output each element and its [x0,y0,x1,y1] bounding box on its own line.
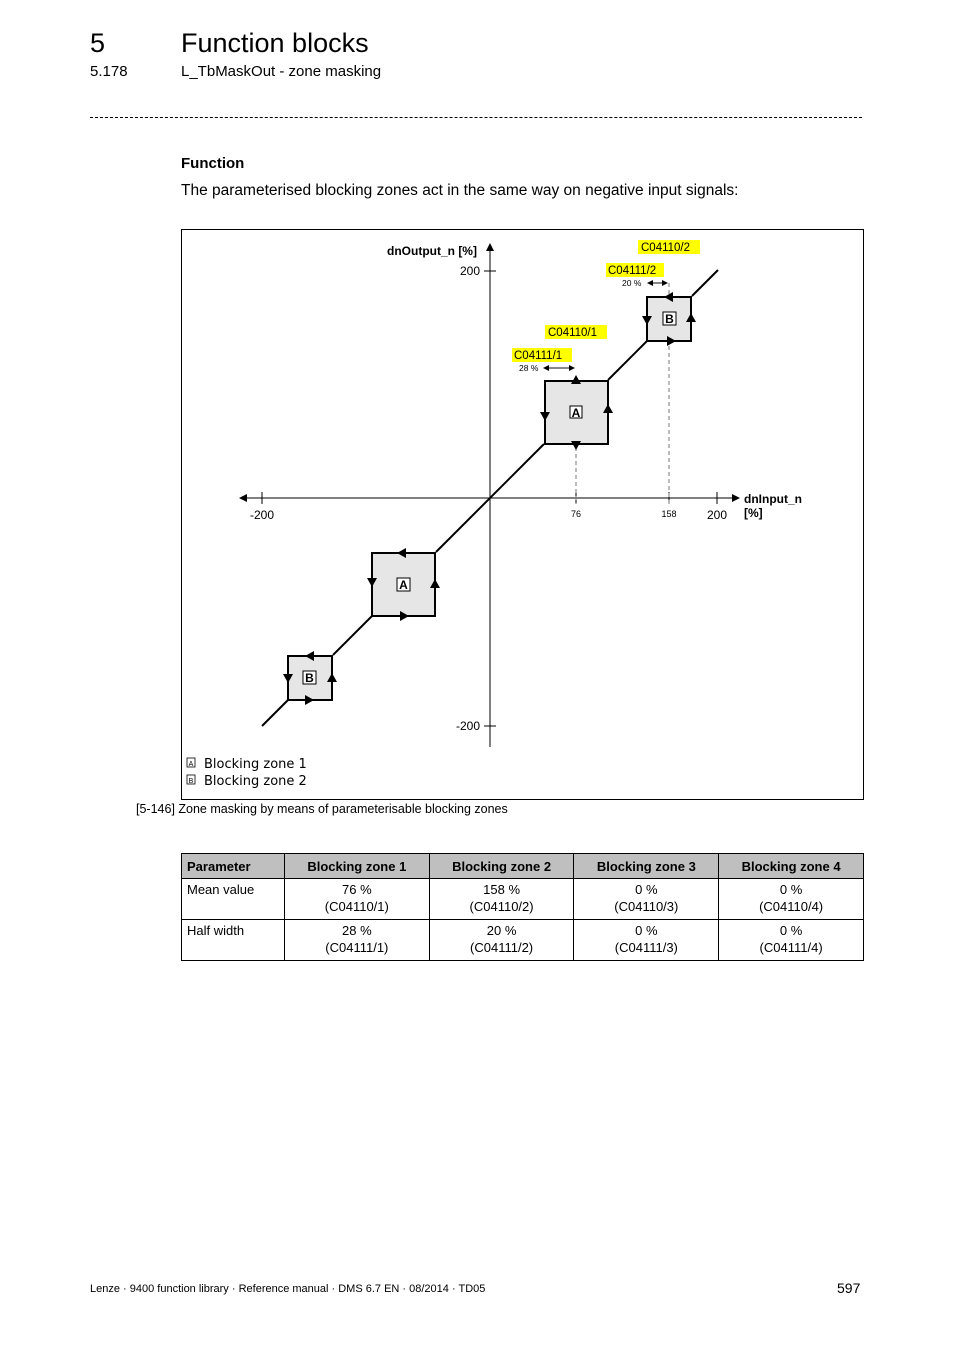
cell-value: 158 % [483,882,521,897]
zone-a-label: A [399,578,408,592]
table-cell [719,920,864,961]
code-c04110-1: C04110/1 [548,327,598,339]
legend-key-b: B [188,778,194,785]
table-cell [284,920,429,961]
zone-b-label: B [305,671,314,685]
header-divider [90,117,862,118]
pct-20-label: 20 % [622,278,642,288]
page-number: 597 [837,1280,861,1296]
tick-label-x-158: 158 [661,509,677,519]
table-cell: Mean value [182,879,285,920]
tick-label-y-neg200: -200 [455,719,480,733]
table-cell [284,879,429,920]
figure-caption: [5-146] Zone masking by means of parameterisable blocking zones [136,802,508,816]
function-text: The parameterised blocking zones act in the same way on negative input signals: [181,182,739,199]
tick-label-y-200: 200 [459,264,480,278]
y-axis-label: dnOutput_n [%] [387,244,477,258]
section-title: L_TbMaskOut - zone masking [181,63,382,80]
zone-b-label: B [665,312,674,326]
table-row [182,920,864,961]
chapter-title: Function blocks [181,28,369,58]
zone-masking-diagram [181,229,863,799]
footer-text: Lenze · 9400 function library · Reference manual · DMS 6.7 EN · 08/2014 · TD05 [90,1283,486,1295]
table-cell [429,879,574,920]
legend-label-b: Blocking zone 2 [204,774,307,789]
cell-value: 0 % [635,923,658,938]
col-header-parameter: Parameter [182,854,285,879]
table-cell [574,920,719,961]
cell-value: 0 % [635,882,658,897]
cell-value: 0 % [779,923,803,938]
cell-code: (C04110/3) [614,899,679,914]
zone-a-label: A [571,406,581,420]
table-cell [429,920,574,961]
legend-label-a: Blocking zone 1 [204,757,307,772]
characteristic-line [608,341,647,380]
cell-code: (C04111/4) [759,940,823,955]
arrow-icon [571,375,581,384]
tick-label-x-200: 200 [706,508,728,522]
x-axis-label: dnInput_n [744,492,802,506]
characteristic-line [333,616,372,655]
chapter-number: 5 [90,28,106,58]
tick-label-x-neg200: -200 [249,508,275,522]
table-row [182,879,864,920]
table-header-row [182,854,864,879]
tick-label-x-76: 76 [570,509,582,519]
col-header-zone-4: Blocking zone 4 [719,854,864,879]
cell-value: 20 % [486,923,517,938]
cell-code: (C04111/1) [325,940,389,955]
section-number: 5.178 [90,63,128,80]
cell-value: 76 % [342,882,372,897]
characteristic-line [262,700,288,726]
characteristic-line [692,270,718,296]
table-cell [719,879,864,920]
parameter-table [181,853,864,961]
cell-value: 28 % [342,923,372,938]
col-header-zone-1: Blocking zone 1 [284,854,429,879]
table-cell: Half width [182,920,285,961]
cell-code: (C04110/1) [324,899,389,914]
cell-code: (C04111/3) [614,940,678,955]
col-header-zone-3: Blocking zone 3 [574,854,719,879]
pct-28-label: 28 % [519,363,539,373]
arrow-icon [571,441,581,450]
cell-code: (C04111/2) [470,940,534,955]
table-cell [574,879,719,920]
cell-code: (C04110/2) [469,899,534,914]
cell-code: (C04110/4) [759,899,824,914]
col-header-zone-2: Blocking zone 2 [429,854,574,879]
cell-value: 0 % [779,882,803,897]
code-c04110-2: C04110/2 [641,242,691,254]
code-c04111-1: C04111/1 [514,350,563,362]
x-axis-label-unit: [%] [744,506,763,520]
function-heading: Function [181,155,245,172]
legend-key-a: A [188,761,194,768]
code-c04111-2: C04111/2 [608,265,657,277]
